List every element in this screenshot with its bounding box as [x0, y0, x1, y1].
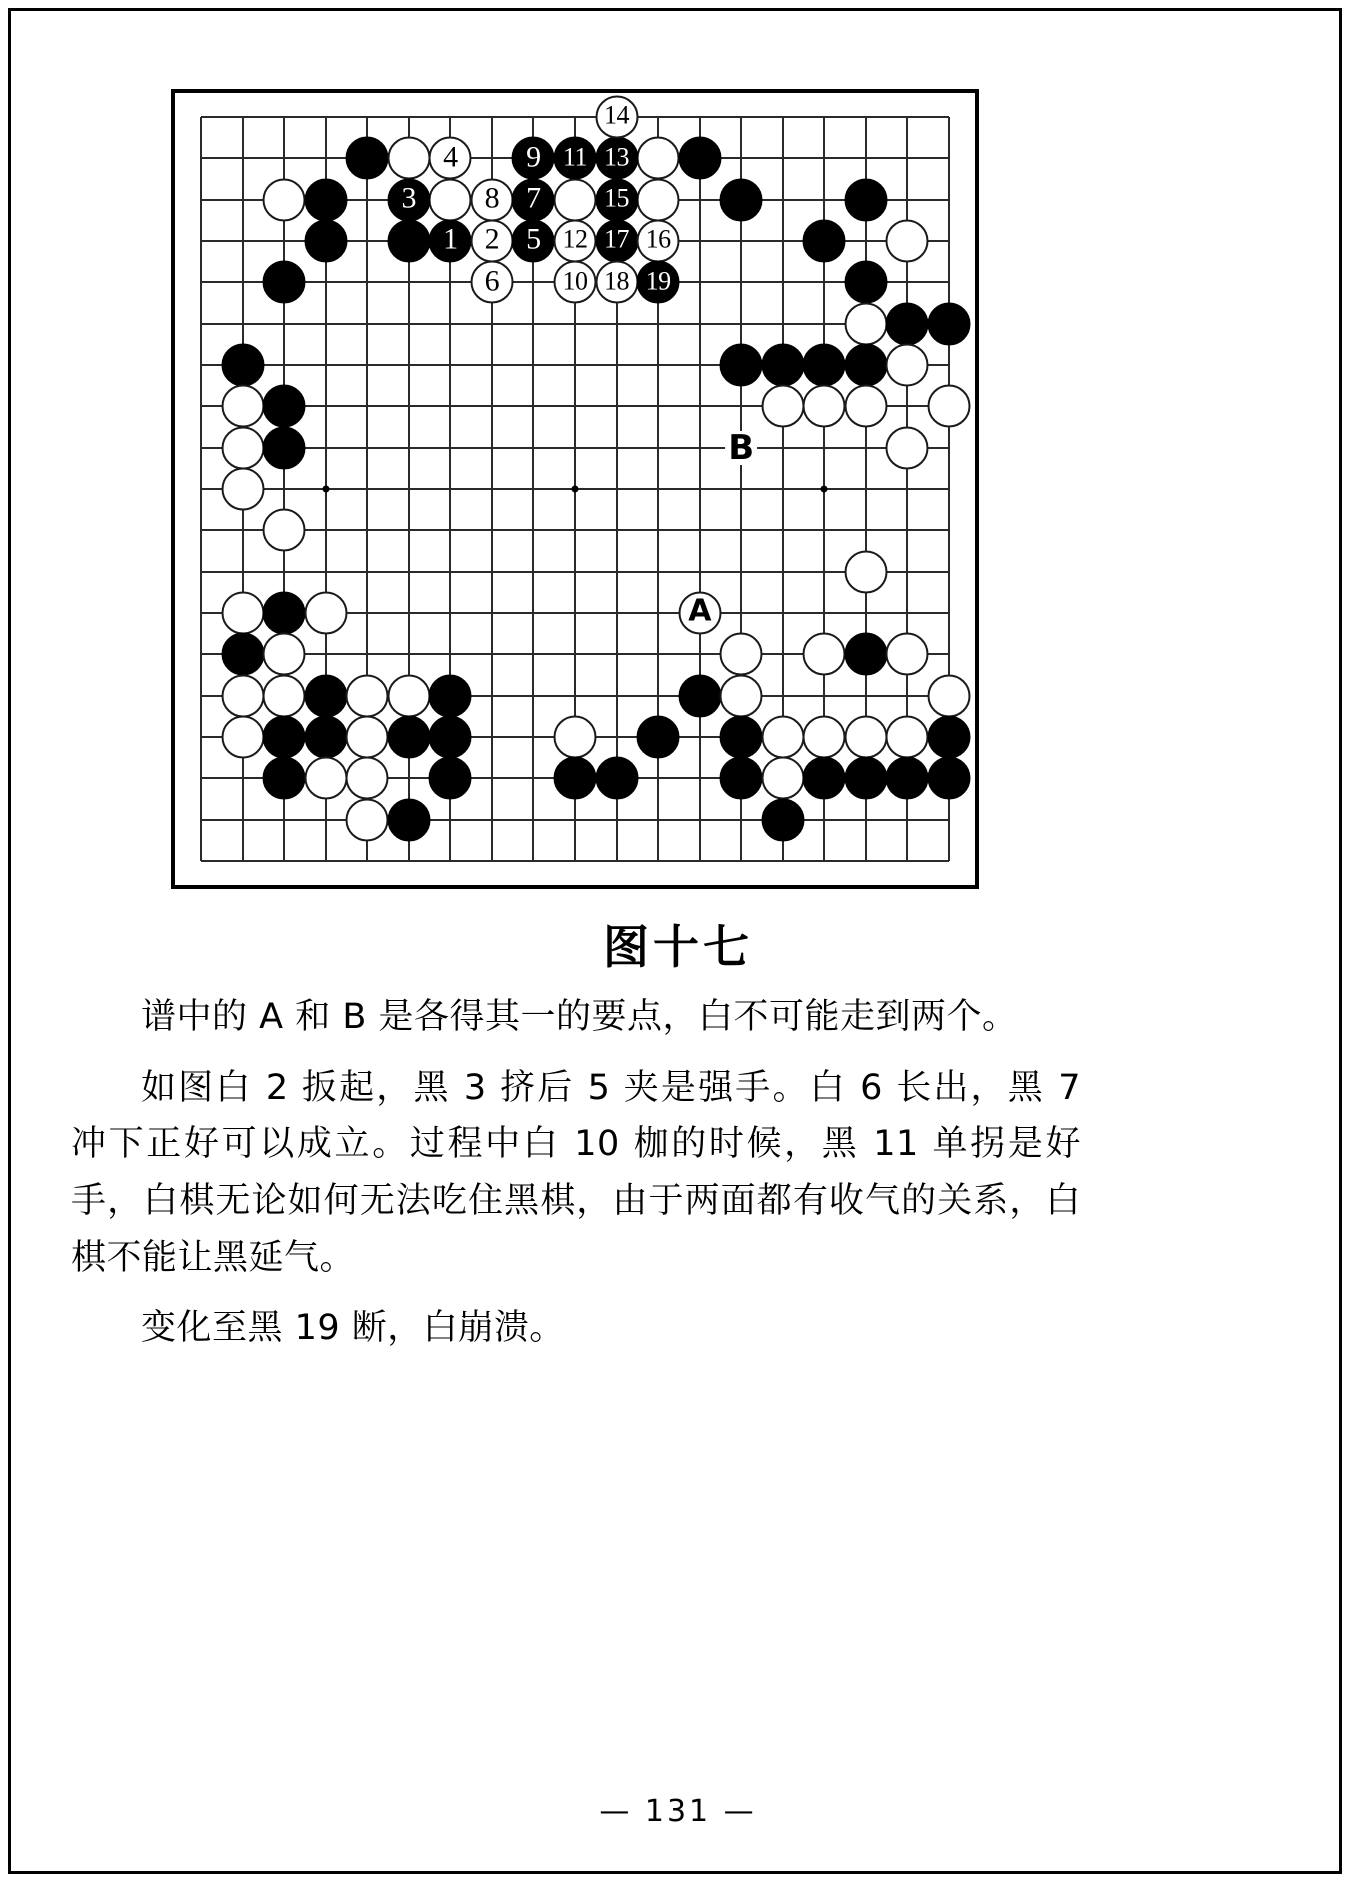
black-stone[interactable]: [844, 757, 887, 800]
move-number: 6: [484, 264, 500, 298]
black-stone[interactable]: [678, 674, 721, 717]
move-number: 12: [562, 224, 588, 254]
black-stone[interactable]: [263, 716, 306, 759]
white-stone[interactable]: [221, 426, 264, 469]
white-stone[interactable]: [803, 716, 846, 759]
black-stone[interactable]: [886, 757, 929, 800]
white-stone[interactable]: [304, 592, 347, 635]
black-stone[interactable]: [221, 344, 264, 387]
white-stone[interactable]: [844, 385, 887, 428]
move-stone-15[interactable]: [595, 178, 638, 221]
white-stone[interactable]: [761, 716, 804, 759]
black-stone[interactable]: [803, 220, 846, 263]
black-stone[interactable]: [637, 716, 680, 759]
white-stone[interactable]: [346, 674, 389, 717]
black-stone[interactable]: [720, 344, 763, 387]
black-stone[interactable]: [387, 220, 430, 263]
figure-caption: 图十七: [603, 920, 753, 974]
white-stone[interactable]: [387, 674, 430, 717]
move-stone-17[interactable]: [595, 220, 638, 263]
white-stone[interactable]: [346, 757, 389, 800]
black-stone[interactable]: [761, 798, 804, 841]
white-stone[interactable]: [637, 178, 680, 221]
move-stone-6[interactable]: [470, 261, 513, 304]
letter-mark-a[interactable]: [678, 592, 721, 635]
star-point: [322, 486, 329, 493]
black-stone[interactable]: [263, 385, 306, 428]
white-stone[interactable]: [221, 716, 264, 759]
move-number: 17: [604, 224, 630, 254]
black-stone[interactable]: [844, 344, 887, 387]
white-stone[interactable]: [637, 137, 680, 180]
white-stone[interactable]: [263, 178, 306, 221]
black-stone[interactable]: [429, 716, 472, 759]
move-stone-7[interactable]: [512, 178, 555, 221]
black-stone[interactable]: [554, 757, 597, 800]
move-stone-9[interactable]: [512, 137, 555, 180]
paragraph-3: 变化至黑 19 断，白崩溃。: [141, 1308, 565, 1349]
black-stone[interactable]: [844, 633, 887, 676]
black-stone[interactable]: [678, 137, 721, 180]
white-stone[interactable]: [886, 220, 929, 263]
black-stone[interactable]: [803, 344, 846, 387]
letter-mark-label: A: [688, 593, 712, 629]
move-stone-8[interactable]: [470, 178, 513, 221]
move-number: 11: [562, 142, 588, 172]
paragraph-2: 如图白 2 扳起，黑 3 挤后 5 夹是强手。白 6 长出，黑 7 冲下正好可以成立。过程中白 10 枷的时候，黑 11 单拐是好手，白棋无论如何无法吃住黑棋，由于两面都有收气的关系，白棋不能让黑延气。: [71, 1067, 1081, 1278]
white-stone[interactable]: [554, 716, 597, 759]
move-number: 9: [526, 140, 541, 174]
white-stone[interactable]: [928, 385, 971, 428]
black-stone[interactable]: [387, 798, 430, 841]
move-stone-13[interactable]: [595, 137, 638, 180]
black-stone[interactable]: [886, 302, 929, 345]
white-stone[interactable]: [263, 674, 306, 717]
move-number: 4: [443, 140, 458, 174]
white-stone[interactable]: [346, 798, 389, 841]
move-number: 7: [526, 181, 541, 215]
black-stone[interactable]: [304, 716, 347, 759]
white-stone[interactable]: [346, 716, 389, 759]
black-stone[interactable]: [429, 757, 472, 800]
page-number: — 131 —: [599, 1794, 757, 1829]
black-stone[interactable]: [761, 344, 804, 387]
white-stone[interactable]: [928, 674, 971, 717]
black-stone[interactable]: [928, 757, 971, 800]
white-stone[interactable]: [304, 757, 347, 800]
black-stone[interactable]: [844, 261, 887, 304]
black-stone[interactable]: [221, 633, 264, 676]
black-stone[interactable]: [304, 674, 347, 717]
black-stone[interactable]: [429, 674, 472, 717]
move-stone-14[interactable]: [595, 96, 638, 139]
move-stone-18[interactable]: [595, 261, 638, 304]
move-number: 2: [484, 222, 500, 256]
white-stone[interactable]: [844, 716, 887, 759]
star-point: [821, 486, 828, 493]
white-stone[interactable]: [221, 385, 264, 428]
move-stone-3[interactable]: [387, 178, 430, 221]
move-stone-4[interactable]: [429, 137, 472, 180]
white-stone[interactable]: [886, 716, 929, 759]
paragraph-1: 谱中的 A 和 B 是各得其一的要点，白不可能走到两个。: [141, 997, 1018, 1037]
move-number: 3: [401, 181, 417, 215]
white-stone[interactable]: [263, 509, 306, 552]
black-stone[interactable]: [844, 178, 887, 221]
move-number: 19: [645, 266, 671, 296]
black-stone[interactable]: [720, 757, 763, 800]
black-stone[interactable]: [346, 137, 389, 180]
white-stone[interactable]: [761, 757, 804, 800]
black-stone[interactable]: [263, 592, 306, 635]
move-number: 8: [484, 181, 500, 215]
move-number: 15: [604, 183, 630, 213]
white-stone[interactable]: [221, 592, 264, 635]
letter-mark-b[interactable]: B: [725, 431, 757, 465]
white-stone[interactable]: [720, 674, 763, 717]
black-stone[interactable]: [263, 426, 306, 469]
move-number: 5: [526, 222, 541, 256]
body-text: [71, 989, 1081, 1371]
black-stone[interactable]: [720, 178, 763, 221]
move-stone-19[interactable]: [637, 261, 680, 304]
black-stone[interactable]: [263, 261, 306, 304]
black-stone[interactable]: [720, 716, 763, 759]
white-stone[interactable]: [221, 468, 264, 511]
black-stone[interactable]: [595, 757, 638, 800]
white-stone[interactable]: [761, 385, 804, 428]
black-stone[interactable]: [803, 757, 846, 800]
white-stone[interactable]: [720, 633, 763, 676]
black-stone[interactable]: [304, 220, 347, 263]
white-stone[interactable]: [886, 633, 929, 676]
go-board-grid: [171, 89, 979, 889]
white-stone[interactable]: [387, 137, 430, 180]
move-stone-12[interactable]: [554, 220, 597, 263]
star-point: [572, 486, 579, 493]
white-stone[interactable]: [886, 344, 929, 387]
white-stone[interactable]: [221, 674, 264, 717]
white-stone[interactable]: [554, 178, 597, 221]
white-stone[interactable]: [803, 633, 846, 676]
white-stone[interactable]: [844, 302, 887, 345]
move-number: 18: [604, 266, 630, 296]
move-number: 13: [604, 142, 630, 172]
black-stone[interactable]: [928, 716, 971, 759]
white-stone[interactable]: [886, 426, 929, 469]
move-stone-1[interactable]: [429, 220, 472, 263]
move-stone-16[interactable]: [637, 220, 680, 263]
move-number: 1: [443, 222, 458, 256]
move-number: 14: [604, 100, 630, 130]
move-stone-10[interactable]: [554, 261, 597, 304]
white-stone[interactable]: [263, 633, 306, 676]
move-stone-5[interactable]: [512, 220, 555, 263]
black-stone[interactable]: [387, 716, 430, 759]
white-stone[interactable]: [803, 385, 846, 428]
black-stone[interactable]: [304, 178, 347, 221]
move-stone-11[interactable]: [554, 137, 597, 180]
move-number: 10: [562, 266, 588, 296]
black-stone[interactable]: [263, 757, 306, 800]
move-stone-2[interactable]: [470, 220, 513, 263]
white-stone[interactable]: [844, 550, 887, 593]
white-stone[interactable]: [429, 178, 472, 221]
black-stone[interactable]: [928, 302, 971, 345]
move-number: 16: [645, 224, 671, 254]
go-board[interactable]: [171, 89, 979, 889]
page-frame: [8, 8, 1342, 1874]
